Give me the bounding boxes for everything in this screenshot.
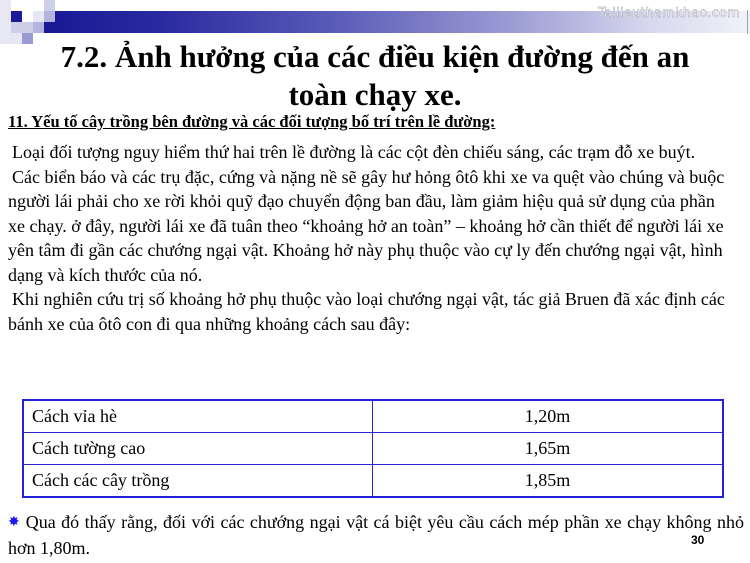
table-row <box>23 433 723 465</box>
decor-square-dark <box>11 11 22 22</box>
title-line-1: 7.2. Ảnh hưởng của các điều kiện đường đến an <box>60 39 690 74</box>
page-number: 30 <box>691 533 705 547</box>
table-row <box>23 400 723 433</box>
table-row <box>23 465 723 498</box>
decor-square <box>22 22 33 33</box>
conclusion <box>8 510 744 560</box>
row-value: 1,65m <box>373 433 724 465</box>
row-value: 1,85m <box>373 465 724 498</box>
decor-square <box>33 22 44 33</box>
paragraph: Các biển báo và các trụ đặc, cứng và nặng nề sẽ gây hư hỏng ôtô khi xe va quệt vào chúng và buộc người lái phải cho xe rời khỏi quỹ đạo chuyển động ban đầu, làm giảm hiệu quả sử dụng của phần xe chạy. ở đây, người lái xe đã tuân theo “khoảng hở an toàn” – khoảng hở cần thiết để người lái xe yên tâm đi gần các chướng ngại vật. Khoảng hở này phụ thuộc vào cự ly đến chướng ngại vật, hình dạng và kích thước của nó. <box>8 166 725 285</box>
paragraph: Khi nghiên cứu trị số khoảng hở phụ thuộc vào loại chướng ngại vật, tác giả Bruen đã xác định các bánh xe của ôtô con đi qua những khoảng cách sau đây: <box>8 289 725 334</box>
section-subheading: 11. Yếu tố cây trồng bên đường và các đối tượng bố trí trên lề đường: <box>8 112 496 131</box>
slide-title <box>0 38 750 114</box>
row-value: 1,20m <box>373 400 724 433</box>
row-label: Cách các cây trồng <box>23 465 373 498</box>
edge-divider <box>747 10 748 34</box>
conclusion-text: Qua đó thấy rằng, đối với các chướng ngại vật cá biệt yêu cầu cách mép phần xe chạy không nhỏ hơn 1,80m. <box>8 512 744 558</box>
starburst-bullet-icon: ✸ <box>8 514 20 530</box>
paragraph: Loại đối tượng nguy hiểm thứ hai trên lề đường là các cột đèn chiếu sáng, các trạm đỗ xe buýt. <box>12 142 696 162</box>
body-text <box>8 140 736 336</box>
decor-square <box>11 22 22 33</box>
header-bar-start <box>44 22 55 33</box>
decor-square <box>33 11 44 22</box>
clearance-table <box>22 399 724 498</box>
decor-square <box>44 0 55 11</box>
decor-square <box>44 11 55 22</box>
row-label: Cách tường cao <box>23 433 373 465</box>
row-label: Cách vỉa hè <box>23 400 373 433</box>
clearance-table-container <box>22 399 724 498</box>
title-line-2: toàn chạy xe. <box>288 77 462 112</box>
watermark: Tailieuthamkhao.com <box>598 6 740 21</box>
